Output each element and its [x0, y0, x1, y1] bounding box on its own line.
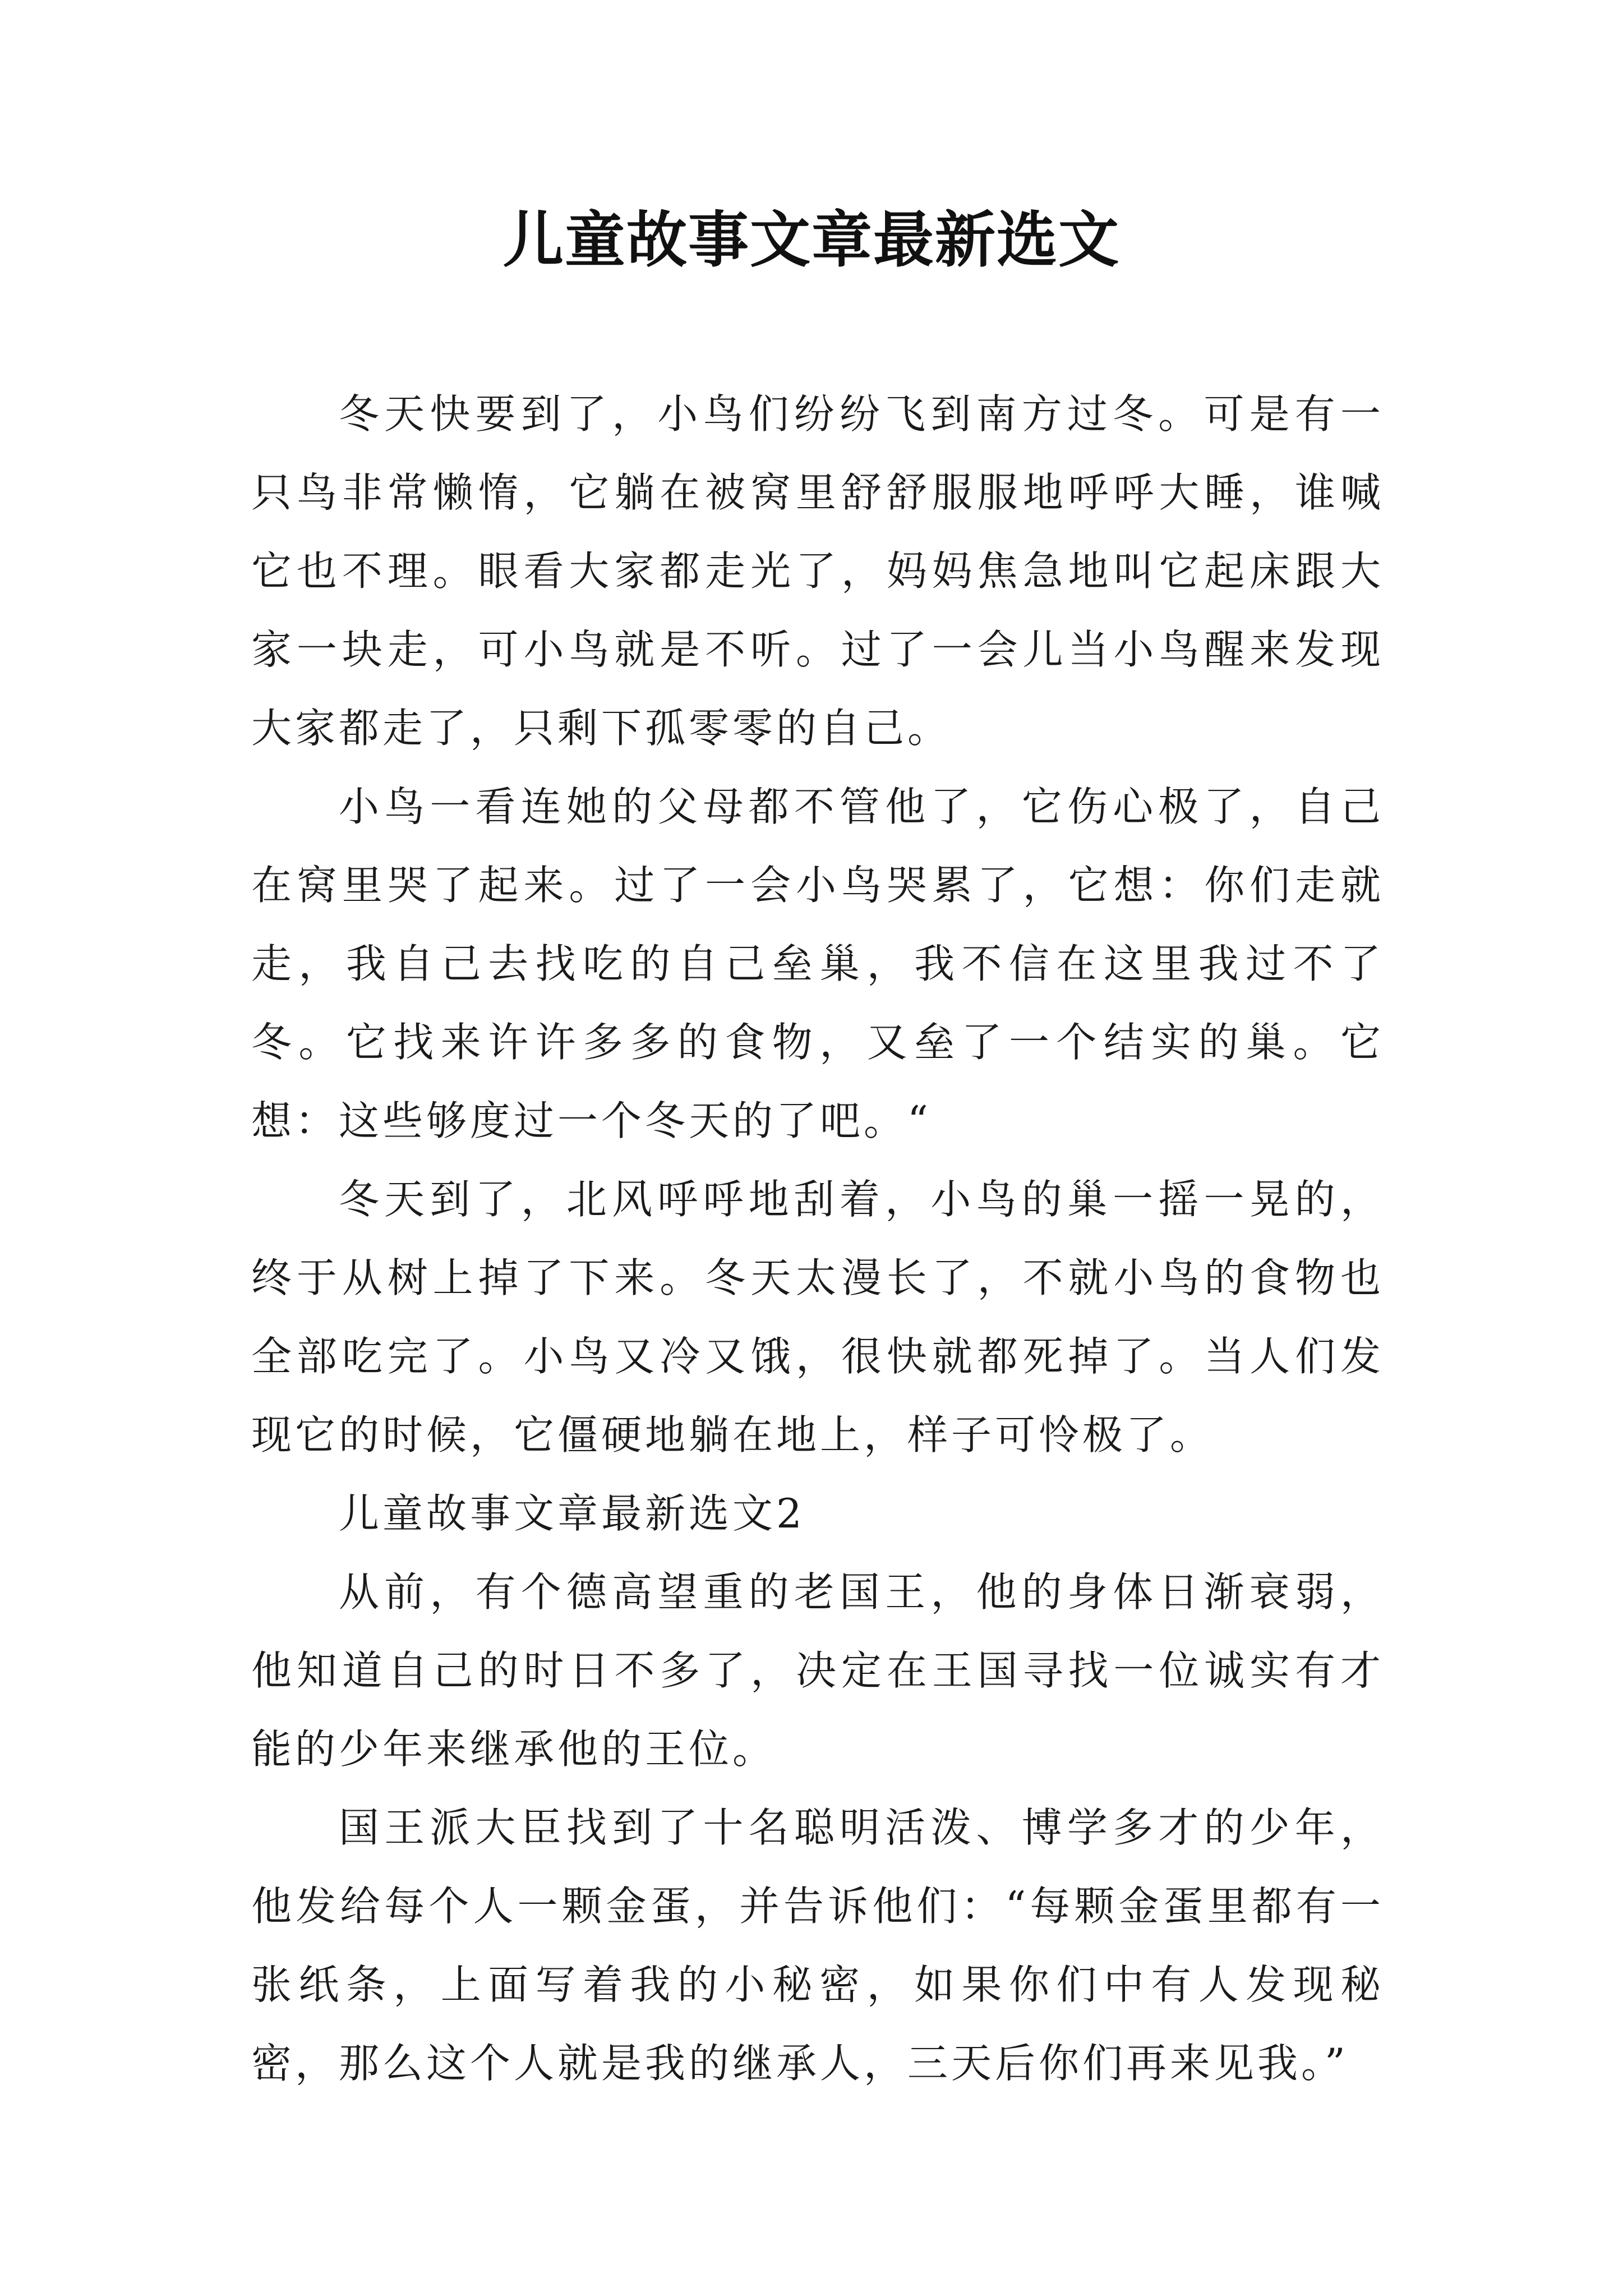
document-title: 儿童故事文章最新选文: [502, 205, 1120, 275]
section-heading: 儿童故事文章最新选文2: [339, 1490, 805, 1537]
document-body: [251, 375, 1384, 2102]
paragraph: 冬天快要到了，小鸟们纷纷飞到南方过冬。可是有一只鸟非常懒惰，它躺在被窝里舒舒服服地呼呼大睡，谁喊它也不理。眼看大家都走光了，妈妈焦急地叫它起床跟大家一块走，可小鸟就是不听。过了一会儿当小鸟醒来发现大家都走了，只剩下孤零零的自己。: [251, 390, 1384, 752]
paragraph: 冬天到了，北风呼呼地刮着，小鸟的巢一摇一晃的，终于从树上掉了下来。冬天太漫长了，不就小鸟的食物也全部吃完了。小鸟又冷又饿，很快就都死掉了。当人们发现它的时候，它僵硬地躺在地上，样子可怜极了。: [251, 1176, 1384, 1458]
paragraph: 从前，有个德高望重的老国王，他的身体日渐衰弱，他知道自己的时日不多了，决定在王国寻找一位诚实有才能的少年来继承他的王位。: [251, 1568, 1384, 1773]
paragraph: 国王派大臣找到了十名聪明活泼、博学多才的少年，他发给每个人一颗金蛋，并告诉他们：“每颗金蛋里都有一张纸条，上面写着我的小秘密，如果你们中有人发现秘密，那么这个人就是我的继承人，三天后你们再来见我。”: [251, 1804, 1384, 2087]
paragraph: 小鸟一看连她的父母都不管他了，它伤心极了，自己在窝里哭了起来。过了一会小鸟哭累了，它想：你们走就走，我自己去找吃的自己垒巢，我不信在这里我过不了冬。它找来许许多多的食物，又垒了一个结实的巢。它想：这些够度过一个冬天的了吧。“: [251, 783, 1384, 1144]
